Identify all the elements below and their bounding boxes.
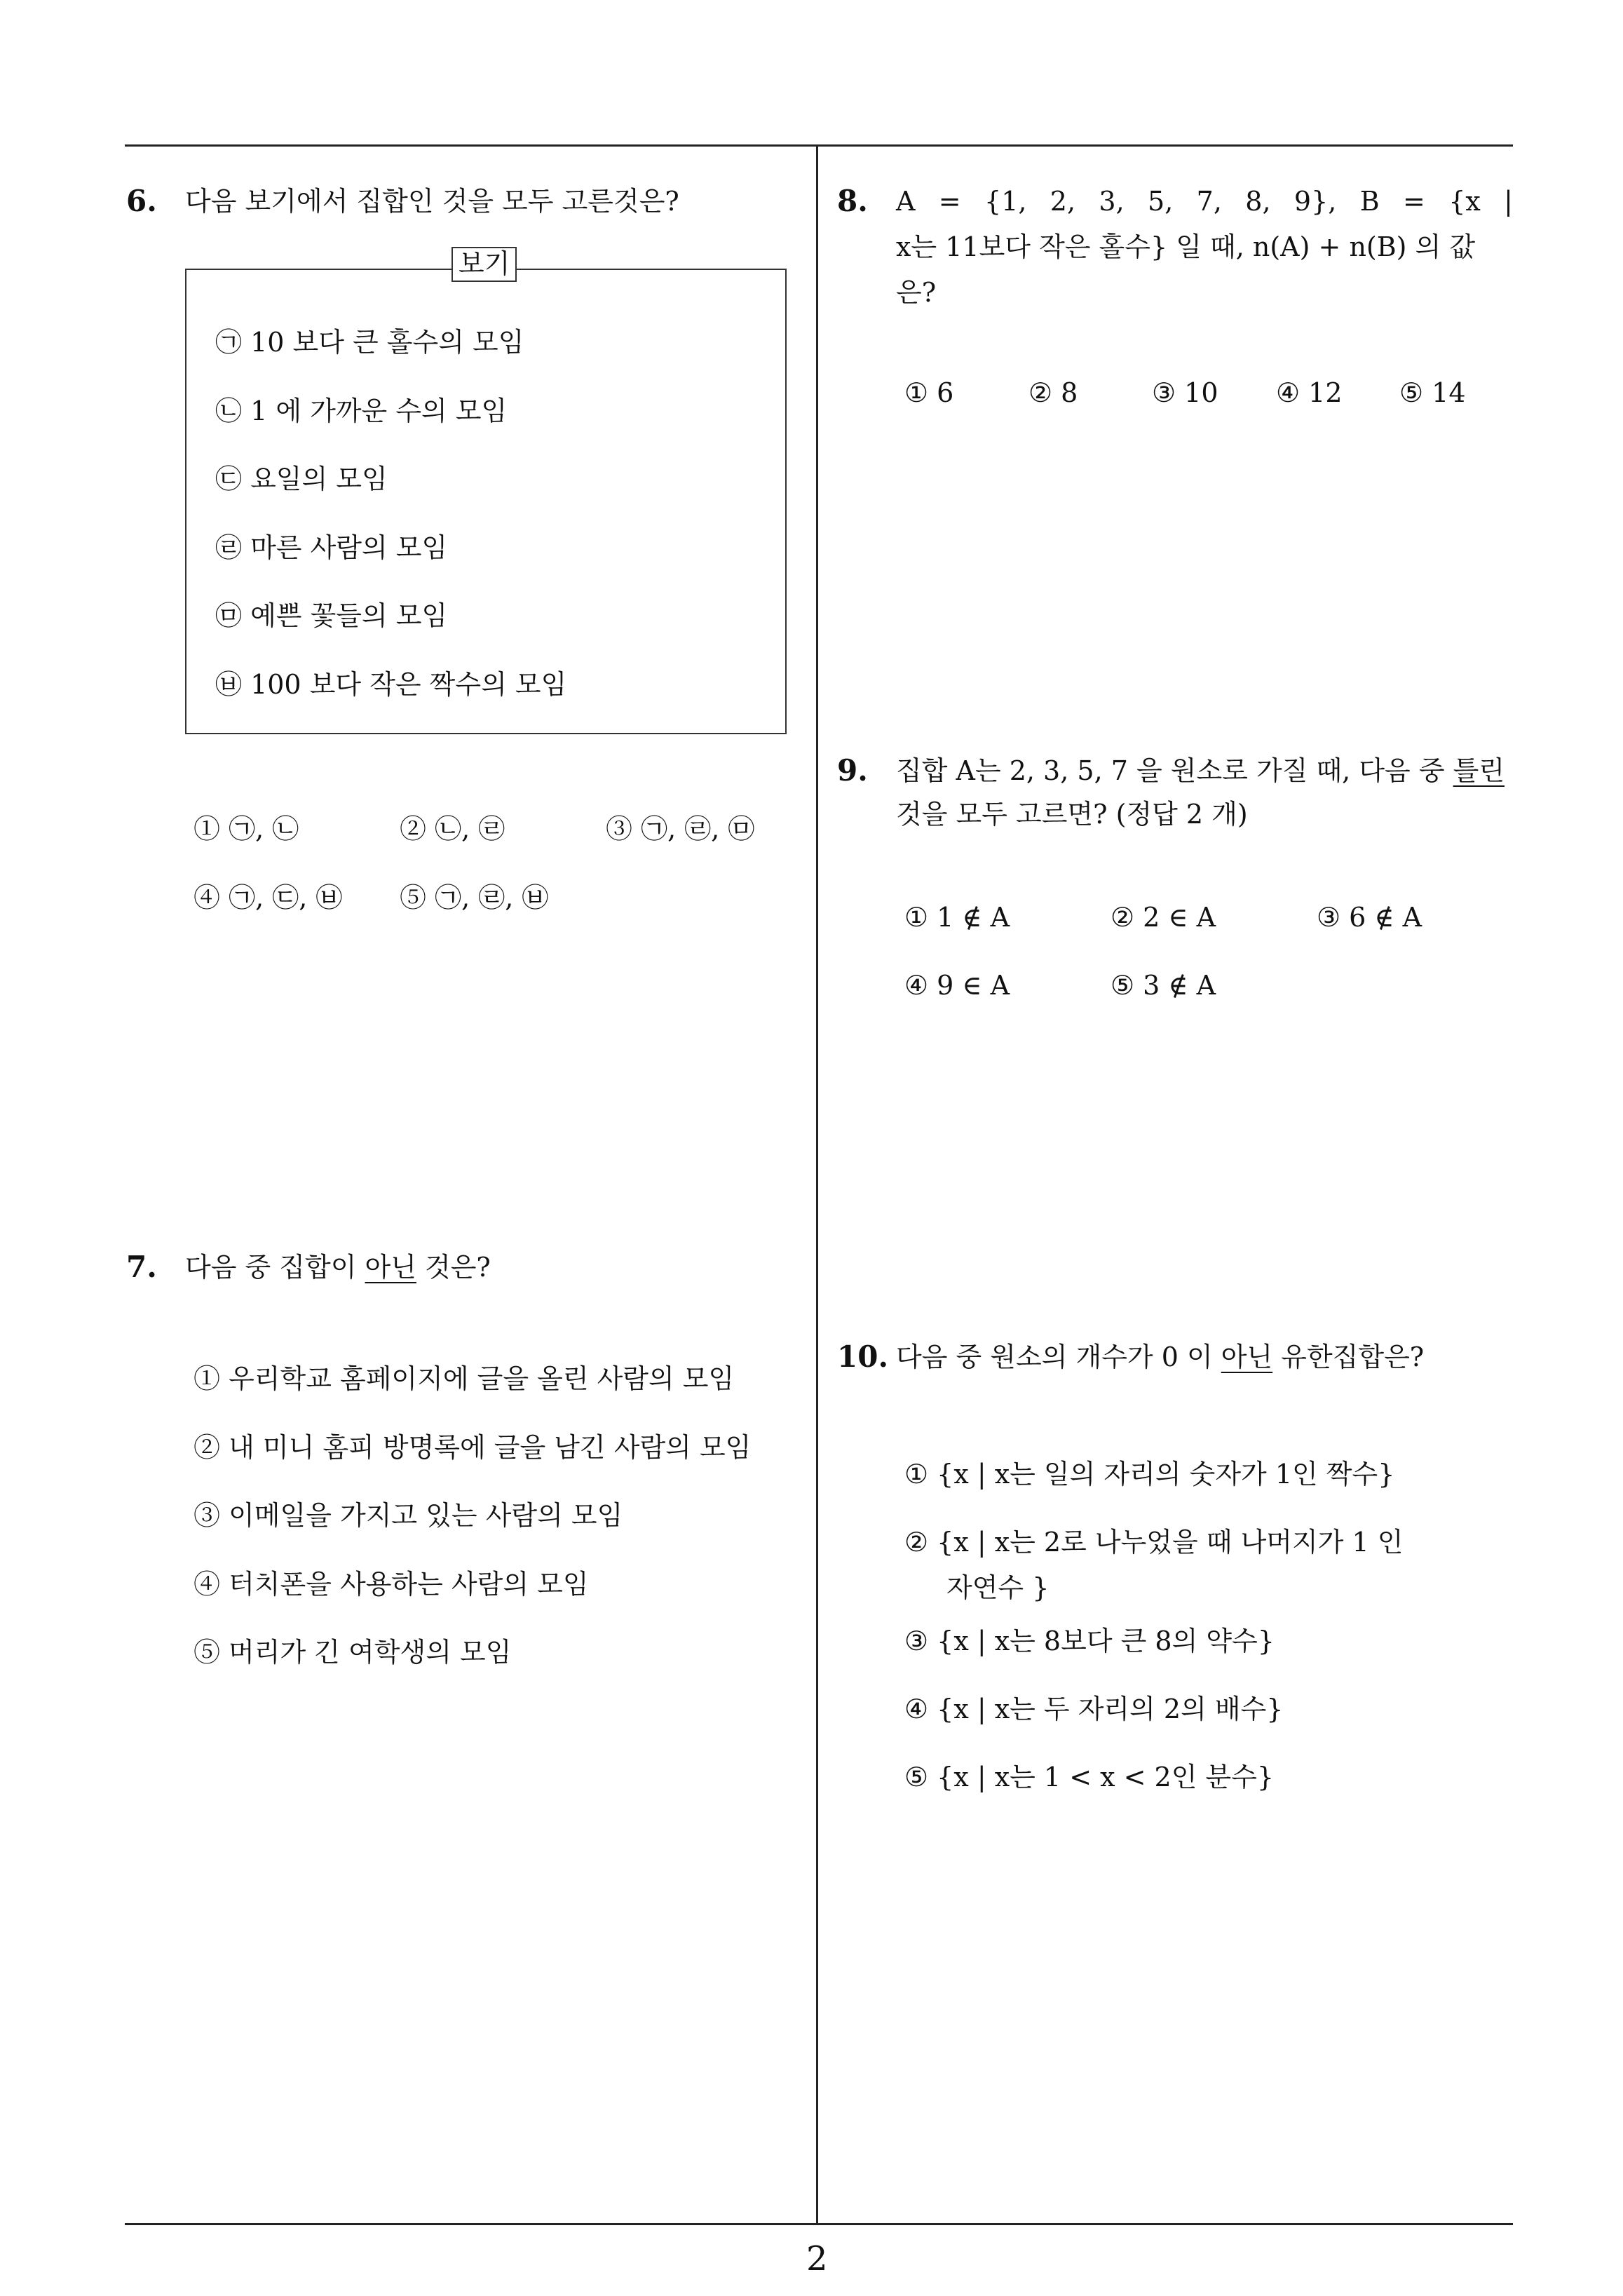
q6-number: 6. xyxy=(126,184,157,218)
q6-option-2[interactable]: ② ㉡, ㉣ xyxy=(400,813,505,844)
q6-item-1: ㉠ 10 보다 큰 홀수의 모임 xyxy=(215,327,524,358)
q7-option-2[interactable]: ② 내 미니 홈피 방명록에 글을 남긴 사람의 모임 xyxy=(193,1432,752,1463)
bottom-rule xyxy=(125,2223,1513,2225)
q7-number: 7. xyxy=(126,1250,157,1284)
q6-question-text: 다음 보기에서 집합인 것을 모두 고른것은? xyxy=(185,186,679,217)
q7-option-3[interactable]: ③ 이메일을 가지고 있는 사람의 모임 xyxy=(193,1500,623,1531)
page-number: 2 xyxy=(806,2239,828,2278)
q7-option-4[interactable]: ④ 터치폰을 사용하는 사람의 모임 xyxy=(193,1569,589,1600)
q7-text-underlined: 아닌 xyxy=(365,1252,416,1283)
q6-item-6: ㉥ 100 보다 작은 짝수의 모임 xyxy=(215,669,567,700)
top-rule xyxy=(125,144,1513,147)
q7-text-pre: 다음 중 집합이 xyxy=(185,1252,365,1283)
q10-question-text xyxy=(896,1344,1424,1370)
q8-option-4[interactable]: ④ 12 xyxy=(1276,377,1343,408)
q10-text-post: 유한집합은? xyxy=(1272,1342,1425,1372)
q9-option-2[interactable]: ② 2 ∈ A xyxy=(1111,902,1216,933)
q9-line-1 xyxy=(896,757,1505,784)
q8-line-3: 은? xyxy=(896,277,937,308)
q8-option-2[interactable]: ② 8 xyxy=(1028,377,1078,408)
column-divider xyxy=(816,144,818,2224)
q9-option-4[interactable]: ④ 9 ∈ A xyxy=(904,970,1010,1001)
q8-line-1: A = {1, 2, 3, 5, 7, 8, 9}, B = {x | xyxy=(896,186,1513,217)
q6-item-3: ㉢ 요일의 모임 xyxy=(215,464,388,494)
q9-option-5[interactable]: ⑤ 3 ∉ A xyxy=(1111,970,1216,1001)
q8-option-5[interactable]: ⑤ 14 xyxy=(1399,377,1466,408)
q9-option-3[interactable]: ③ 6 ∉ A xyxy=(1317,902,1422,933)
q6-item-2: ㉡ 1 에 가까운 수의 모임 xyxy=(215,396,508,426)
q8-option-1[interactable]: ① 6 xyxy=(904,377,954,408)
q10-text-pre: 다음 중 원소의 개수가 0 이 xyxy=(896,1342,1221,1372)
q7-question-text xyxy=(185,1254,491,1281)
q6-item-5: ㉤ 예쁜 꽃들의 모임 xyxy=(215,600,448,631)
q9-option-1[interactable]: ① 1 ∉ A xyxy=(904,902,1010,933)
q9-line-1-underlined: 틀린 xyxy=(1453,755,1505,786)
q10-text-underlined: 아닌 xyxy=(1221,1342,1273,1372)
q9-number: 9. xyxy=(837,753,868,788)
q6-item-4: ㉣ 마른 사람의 모임 xyxy=(215,532,448,563)
q10-option-1[interactable]: ① {x | x는 일의 자리의 숫자가 1인 짝수} xyxy=(904,1459,1395,1490)
q9-line-1-pre: 집합 A는 2, 3, 5, 7 을 원소로 가질 때, 다음 중 xyxy=(896,755,1453,786)
q10-option-2[interactable]: ② {x | x는 2로 나누었을 때 나머지가 1 인 xyxy=(904,1527,1404,1558)
q6-option-3[interactable]: ③ ㉠, ㉣, ㉤ xyxy=(606,813,755,844)
q6-option-5[interactable]: ⑤ ㉠, ㉣, ㉥ xyxy=(400,882,549,913)
q7-option-1[interactable]: ① 우리학교 홈페이지에 글을 올린 사람의 모임 xyxy=(193,1363,735,1394)
q8-line-2: x는 11보다 작은 홀수} 일 때, n(A) + n(B) 의 값 xyxy=(896,231,1476,262)
q9-line-2: 것을 모두 고르면? (정답 2 개) xyxy=(896,799,1248,830)
q7-text-post: 것은? xyxy=(416,1252,491,1283)
q10-option-4[interactable]: ④ {x | x는 두 자리의 2의 배수} xyxy=(904,1694,1284,1724)
q8-number: 8. xyxy=(837,184,868,218)
q10-option-5[interactable]: ⑤ {x | x는 1 < x < 2인 분수} xyxy=(904,1762,1275,1792)
q10-option-2-continued: 자연수 } xyxy=(946,1572,1050,1603)
q6-example-box-title: 보기 xyxy=(451,247,517,282)
q10-number: 10. xyxy=(837,1339,889,1374)
q6-option-1[interactable]: ① ㉠, ㉡ xyxy=(193,813,299,844)
q7-option-5[interactable]: ⑤ 머리가 긴 여학생의 모임 xyxy=(193,1637,512,1668)
q6-option-4[interactable]: ④ ㉠, ㉢, ㉥ xyxy=(193,882,343,913)
q8-option-3[interactable]: ③ 10 xyxy=(1152,377,1218,408)
q10-option-3[interactable]: ③ {x | x는 8보다 큰 8의 약수} xyxy=(904,1626,1275,1656)
